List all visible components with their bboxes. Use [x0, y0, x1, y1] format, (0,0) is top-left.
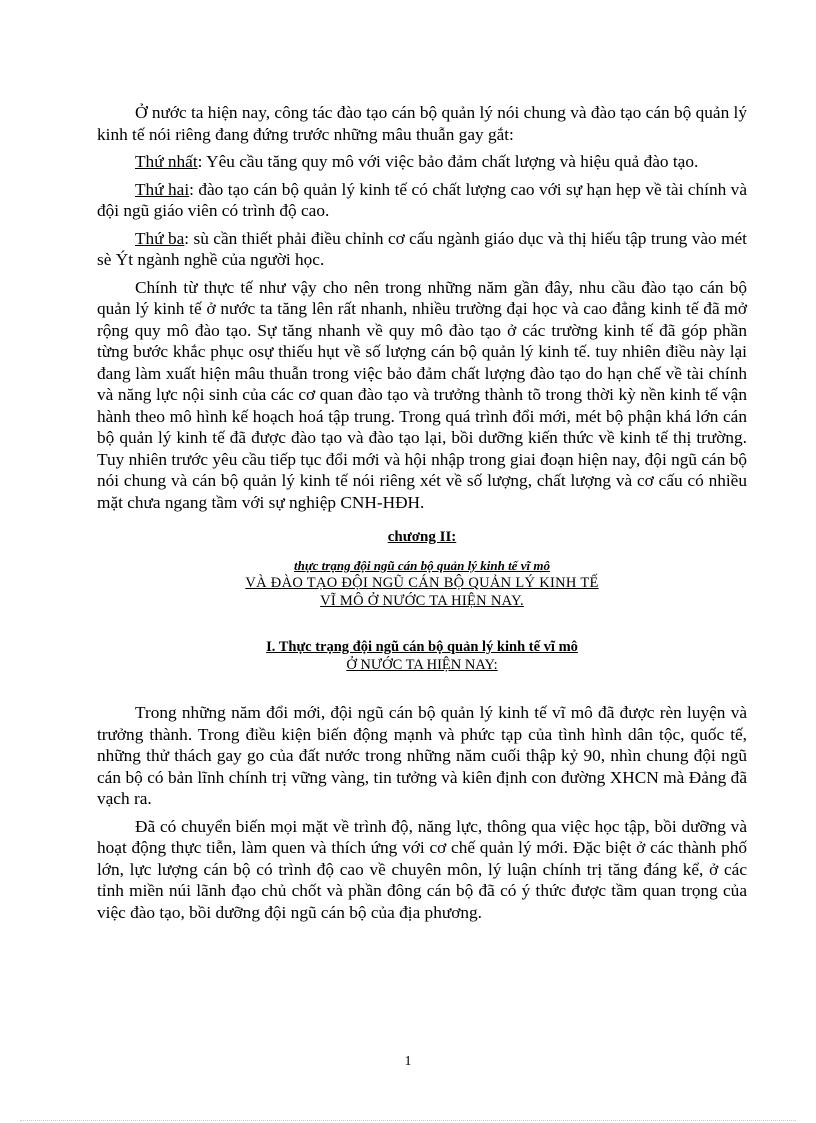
item-first	[97, 151, 747, 173]
section-title-line-2: Ở NƯỚC TA HIỆN NAY:	[346, 657, 498, 673]
item-second-label: Thứ hai	[135, 179, 190, 199]
item-second-text: : đào tạo cán bộ quản lý kinh tế có chất lượng cao với sự hạn hẹp về tài chính và đội ngũ giáo viên có trình độ cao.	[97, 179, 747, 220]
page-content	[97, 102, 747, 929]
item-third-text: : sù cần thiết phải điều chỉnh cơ cấu ngành giáo dục và thị hiếu tập trung vào mét sè Ýt ngành nghề của người học.	[97, 228, 747, 269]
section-title-line-1: I. Thực trạng đội ngũ cán bộ quản lý kinh tế vĩ mô	[266, 639, 578, 655]
chapter-title-line-2: VÀ ĐÀO TẠO ĐỘI NGŨ CÁN BỘ QUẢN LÝ KINH TẾ	[245, 575, 599, 591]
body-paragraph-1: Chính từ thực tế như vậy cho nên trong những năm gần đây, nhu cầu đào tạo cán bộ quản lý kinh tế ở nước ta tăng lên rất nhanh, nhiều trường đại học và cao đẳng kinh tế đã mở rộng quy mô đào tạo. Sự tăng nhanh về quy mô đào tạo ở các trường kinh tế đã góp phần từng bước khắc phục osự thiếu hụt về số lượng cán bộ quản lý kinh tế. tuy nhiên điều này lại đang làm xuất hiện mâu thuẫn trong việc bảo đảm chất lượng đào tạo do hạn chế về tài chính và năng lực nội sinh của các cơ quan đào tạo và trưởng thành tõ trong thời kỳ nền kinh tế vận hành theo mô hình kế hoạch hoá tập trung. Trong quá trình đổi mới, mét bộ phận khá lớn cán bộ quản lý kinh tế đã được đào tạo và đào tạo lại, bồi dưỡng kiến thức về kinh tế thị trường. Tuy nhiên trước yêu cầu tiếp tục đổi mới và hội nhập trong giai đoạn hiện nay, đội ngũ cán bộ nói chung và cán bộ quản lý kinh tế nói riêng xét về số lượng, chất lượng và cơ cấu có nhiều mặt chưa ngang tầm với sự nghiệp CNH-HĐH.	[97, 277, 747, 512]
item-second	[97, 179, 747, 222]
intro-paragraph: Ở nước ta hiện nay, công tác đào tạo cán bộ quản lý nói chung và đào tạo cán bộ quản lý kinh tế nói riêng đang đứng trước những mâu thuẫn gay gắt:	[97, 103, 747, 144]
body-paragraph-2: Trong những năm đổi mới, đội ngũ cán bộ quản lý kinh tế vĩ mô đã được rèn luyện và trưởng thành. Trong điều kiện biến động mạnh và phức tạp của tình hình dân tộc, quốc tế, những thử thách gay go của đất nước trong những năm cuối thập kỷ 90, nhìn chung đội ngũ cán bộ có bản lĩnh chính trị vững vàng, tin tưởng và kiên định con đường XHCN mà Đảng đã vạch ra.	[97, 703, 747, 808]
chapter-title-line-3: VĨ MÔ Ở NƯỚC TA HIỆN NAY.	[320, 593, 524, 609]
item-third-label: Thứ ba	[135, 228, 185, 248]
body-paragraph-3: Đã có chuyển biến mọi mặt về trình độ, năng lực, thông qua việc học tập, bồi dưỡng và hoạt động thực tiễn, làm quen và thích ứng với cơ chế quản lý mới. Đặc biệt ở các thành phố lớn, lực lượng cán bộ có trình độ cao về chuyên môn, lý luận chính trị tăng đáng kể, ở các tỉnh miền núi lãnh đạo chủ chốt và phần đông cán bộ đã có ý thức được tầm quan trọng của việc đào tạo, bồi dưỡng đội ngũ cán bộ của địa phương.	[97, 816, 747, 922]
page-number: 1	[404, 1054, 412, 1069]
chapter-title-line-1: thực trạng đội ngũ cán bộ quản lý kinh tế vĩ mô	[294, 558, 550, 573]
item-first-text: : Yêu cầu tăng quy mô với việc bảo đảm chất lượng và hiệu quả đào tạo.	[197, 152, 699, 171]
chapter-label: chương II:	[387, 529, 457, 545]
chapter-heading	[97, 527, 747, 610]
item-first-label: Thứ nhất	[135, 152, 198, 171]
page-bottom-divider	[20, 1120, 796, 1121]
section-heading	[97, 638, 747, 674]
item-third	[97, 228, 747, 271]
